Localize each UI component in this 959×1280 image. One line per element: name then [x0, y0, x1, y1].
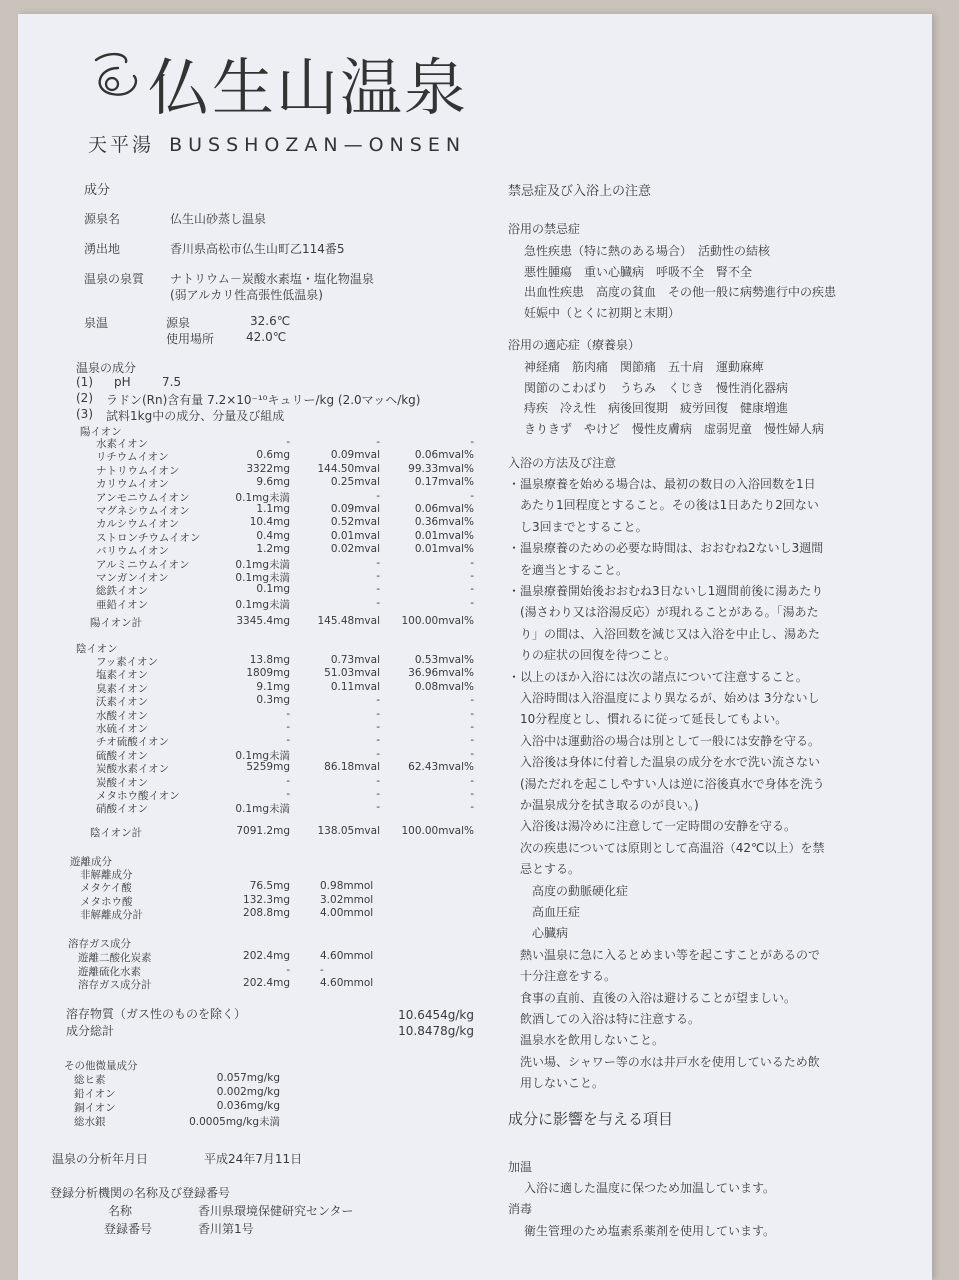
gas-total-mg: 202.4mg — [243, 977, 290, 989]
ion-mval-percent: - — [470, 774, 474, 787]
text-line: か温泉成分を拭き取るのが良い。) — [508, 798, 699, 812]
ion-mg: 1.2mg — [256, 543, 290, 556]
registry-name-label: 名称 — [108, 1204, 133, 1218]
ion-name: バリウムイオン — [96, 545, 169, 558]
ion-mval-percent: 0.06mval% — [414, 503, 474, 515]
text-line: きりきず やけど 慢性皮膚病 虚弱児童 慢性婦人病 — [524, 421, 825, 436]
ion-mval-percent: - — [470, 489, 474, 502]
item2-num: (2) — [76, 391, 93, 405]
ion-name: 炭酸水素イオン — [96, 763, 170, 776]
ion-mg: - — [286, 721, 290, 733]
ion-name: 硫酸イオン — [96, 749, 149, 762]
ion-mval-percent: - — [470, 556, 474, 569]
ion-name: ストロンチウムイオン — [96, 531, 201, 544]
text-line: 関節のこわばり うちみ くじき 慢性消化器病 — [524, 380, 789, 395]
registry-num-label: 登録番号 — [104, 1222, 153, 1236]
ion-mval-percent: 0.17mval% — [414, 476, 474, 489]
ion-mval-percent: 0.01mval% — [414, 529, 474, 542]
text-line: 高血圧症 — [508, 905, 581, 919]
ion-mval-percent: - — [470, 734, 474, 747]
registry-title: 登録分析機関の名称及び登録番号 — [50, 1186, 231, 1200]
ion-mval: - — [376, 774, 380, 787]
components-section-title: 成分 — [84, 183, 111, 198]
ion-mval: 144.50mval — [317, 462, 380, 475]
total-label: 成分総計 — [66, 1024, 115, 1038]
trace-name: 銅イオン — [74, 1102, 116, 1114]
ion-mg: 9.1mg — [256, 680, 290, 693]
location-label: 湧出地 — [84, 242, 121, 256]
free-title: 遊離成分 — [70, 856, 112, 868]
text-line: 高度の動脈硬化症 — [508, 883, 629, 898]
ion-mval: - — [376, 747, 380, 760]
ion-mval-percent: - — [470, 788, 474, 800]
component-mg: 202.4mg — [243, 950, 290, 962]
ion-name: 沃素イオン — [96, 696, 149, 709]
trace-name: 総水銀 — [74, 1116, 106, 1128]
ion-mval: - — [376, 694, 380, 707]
ion-mval: 0.01mval — [330, 529, 380, 542]
component-mmol: 4.60mmol — [320, 950, 374, 962]
ion-name: アンモニウムイオン — [96, 491, 190, 504]
source-name-label: 源泉名 — [84, 212, 121, 226]
ion-mg: 0.1mg未満 — [235, 558, 290, 571]
gas-title: 溶存ガス成分 — [68, 938, 131, 950]
affect-title: 成分に影響を与える項目 — [508, 1110, 674, 1128]
ion-mg: - — [286, 734, 290, 747]
free-subtitle: 非解離成分 — [80, 869, 133, 881]
ion-mval-percent: 0.53mval% — [414, 654, 474, 666]
gas-total-mmol: 4.60mmol — [320, 977, 374, 989]
heat-label: 加温 — [508, 1160, 533, 1174]
ion-name: マンガンイオン — [96, 572, 169, 584]
ion-mval: - — [376, 583, 380, 596]
text-line: 温泉水を飲用しないこと。 — [508, 1033, 665, 1048]
text-line: 入浴後は身体に付着した温泉の成分を水で洗い流さない — [508, 755, 821, 770]
ion-mval-percent: 0.06mval% — [414, 449, 474, 462]
ion-mval-percent: - — [470, 801, 474, 814]
text-line: 入浴後は湯冷めに注意して一定時間の安静を守る。 — [508, 819, 797, 834]
ion-mg: 10.4mg — [249, 516, 290, 529]
anion-total-mg: 7091.2mg — [236, 825, 290, 837]
ion-name: 炭酸イオン — [96, 776, 149, 789]
quality-value: ナトリウム－炭酸水素塩・塩化物温泉 — [170, 272, 374, 286]
precautions-title: 禁忌症及び入浴上の注意 — [508, 184, 652, 199]
component-mmol: 4.00mmol — [320, 907, 374, 919]
component-name: メタケイ酸 — [80, 882, 132, 894]
component-name: 非解離成分計 — [80, 909, 143, 921]
text-line: 10分程度とし、慣れるに従って延長してもよい。 — [508, 712, 788, 727]
temp-source-value: 32.6℃ — [250, 314, 291, 328]
component-mg: 76.5mg — [249, 880, 290, 892]
ion-mval-percent: - — [470, 596, 474, 609]
component-mmol: 0.98mmol — [320, 880, 374, 892]
item2-text: ラドン(Rn)含有量 7.2×10⁻¹⁰キュリー/kg (2.0マッヘ/kg) — [106, 393, 421, 407]
ion-mg: 3322mg — [246, 462, 290, 475]
text-line: 急性疾患（特に熱のある場合） 活動性の結核 — [524, 244, 771, 258]
ion-name: 臭素イオン — [96, 682, 149, 695]
temp-use-value: 42.0℃ — [246, 330, 287, 344]
trace-value: 0.057mg/kg — [216, 1072, 280, 1084]
trace-value: 0.002mg/kg — [216, 1086, 280, 1098]
text-line: 入浴時間は入浴温度により異なるが、始めは 3分ないし — [508, 691, 820, 705]
ion-mval-percent: - — [470, 570, 474, 582]
ion-name: 亜鉛イオン — [96, 598, 149, 611]
component-mmol: 3.02mmol — [320, 893, 374, 906]
heat-text: 入浴に適した温度に保つため加温しています。 — [524, 1181, 776, 1195]
anion-total-name: 陰イオン計 — [90, 827, 143, 839]
ion-mval-percent: 99.33mval% — [408, 462, 474, 475]
method-title: 入浴の方法及び注意 — [508, 456, 617, 470]
ion-mg: 0.1mg — [256, 583, 290, 596]
ion-mval-percent: - — [470, 721, 474, 733]
ion-mval: 0.09mval — [330, 503, 380, 515]
ion-mg: 0.1mg未満 — [235, 491, 290, 504]
ion-mval: 0.73mval — [330, 654, 380, 666]
ion-mval-percent: 0.08mval% — [414, 680, 474, 693]
ion-mval: - — [376, 734, 380, 747]
ion-mval: - — [376, 788, 380, 800]
ion-mg: 0.3mg — [256, 694, 290, 707]
ion-mval-percent: 0.36mval% — [414, 516, 474, 529]
ion-name: マグネシウムイオン — [96, 505, 190, 517]
text-line: (湯さわり又は浴湯反応）が現れることがある。「湯あた — [508, 605, 819, 620]
trace-title: その他微量成分 — [64, 1060, 138, 1072]
source-name-value: 仏生山砂蒸し温泉 — [170, 212, 267, 226]
ion-mg: 0.6mg — [256, 449, 290, 462]
ion-name: 水酸イオン — [96, 709, 149, 722]
trace-value: 0.036mg/kg — [216, 1100, 280, 1112]
indic-title: 浴用の適応症（療養泉） — [508, 338, 641, 352]
item1-value: 7.5 — [162, 375, 182, 389]
cation-title: 陽イオン — [80, 426, 122, 438]
ion-mval: - — [376, 556, 380, 569]
brand-sub-jp: 天平湯 — [88, 134, 155, 156]
ion-name: カルシウムイオン — [96, 518, 180, 531]
ion-name: 総鉄イオン — [96, 585, 149, 598]
ion-mval: 0.52mval — [330, 516, 380, 529]
text-line: りの症状の回復を待つこと。 — [508, 648, 677, 663]
component-mmol: - — [320, 963, 324, 976]
text-line: 熱い温泉に急に入るとめまい等を起こすことがあるので — [508, 947, 821, 962]
temp-use-label: 使用場所 — [166, 332, 215, 346]
ion-mval: 0.09mval — [330, 449, 380, 462]
component-mg: 208.8mg — [243, 907, 290, 919]
text-line: 用しないこと。 — [508, 1076, 605, 1091]
text-line: 悪性腫瘍 重い心臓病 呼吸不全 腎不全 — [524, 264, 753, 279]
text-line: 忌とする。 — [508, 862, 581, 877]
ion-name: チオ硫酸イオン — [96, 736, 169, 749]
ion-mg: - — [286, 788, 290, 800]
text-line: 洗い場、シャワー等の水は井戸水を使用しているため飲 — [508, 1054, 820, 1069]
ion-mval: - — [376, 707, 380, 720]
ion-mg: 0.1mg未満 — [235, 572, 290, 584]
text-line: ・温泉療養を始める場合は、最初の数日の入浴回数を1日 — [508, 477, 816, 491]
ion-name: メタホウ酸イオン — [96, 790, 180, 802]
text-line: 次の疾患については原則として高温浴（42℃以上）を禁 — [508, 840, 825, 855]
ion-mval-percent: - — [470, 694, 474, 707]
text-line: 飲酒しての入浴は特に注意する。 — [508, 1012, 701, 1026]
ion-mg: 1809mg — [246, 667, 290, 680]
cation-total-pct: 100.00mval% — [401, 615, 474, 627]
text-line: ・温泉療養開始後おおむね3日ないし1週間前後に湯あたり — [508, 584, 824, 598]
ion-mval: 0.11mval — [330, 680, 380, 693]
dissolved-label: 溶存物質（ガス性のものを除く） — [66, 1007, 247, 1021]
text-line: 出血性疾患 高度の貧血 その他一般に病勢進行中の疾患 — [524, 285, 837, 299]
ion-mg: 0.4mg — [256, 529, 290, 542]
component-name: メタホウ酸 — [80, 895, 133, 908]
ion-mval-percent: - — [470, 436, 474, 448]
text-line: を適当とすること。 — [508, 562, 629, 577]
dissolved-value: 10.6454g/kg — [398, 1008, 474, 1022]
ion-mg: - — [286, 774, 290, 787]
brand-sub-en: BUSSHOZAN—ONSEN — [169, 134, 467, 156]
analysis-date-value: 平成24年7月11日 — [204, 1152, 303, 1166]
ion-mval: 0.02mval — [330, 543, 380, 556]
ion-mval: - — [376, 721, 380, 733]
text-line: (湯ただれを起こしやすい人は逆に浴後真水で身体を洗う — [508, 776, 825, 791]
text-line: 痔疾 冷え性 病後回復期 疲労回復 健康増進 — [524, 401, 789, 415]
ion-mg: - — [286, 436, 290, 448]
gas-total-name: 溶存ガス成分計 — [78, 979, 152, 991]
components-title: 温泉の成分 — [76, 361, 137, 375]
registry-name-value: 香川県環境保健研究センター — [198, 1204, 354, 1218]
component-mg: - — [286, 963, 290, 976]
ion-mval: 86.18mval — [324, 761, 380, 774]
cation-total-mval: 145.48mval — [317, 615, 380, 627]
ion-name: 水素イオン — [96, 438, 149, 450]
ion-mg: 5259mg — [246, 761, 290, 774]
text-line: し3回までとすること。 — [508, 519, 648, 534]
location-value: 香川県高松市仏生山町乙114番5 — [170, 242, 345, 256]
ion-mval: 0.25mval — [330, 476, 380, 489]
item3-text: 試料1kg中の成分、分量及び組成 — [106, 409, 285, 423]
registry-num-value: 香川第1号 — [198, 1222, 254, 1236]
text-line: り」の間は、入浴回数を減じ又は入浴を中止し、湯あた — [508, 626, 821, 641]
temp-label: 泉温 — [84, 316, 109, 330]
ion-name: アルミニウムイオン — [96, 558, 190, 571]
analysis-sheet — [18, 14, 932, 1280]
ion-name: カリウムイオン — [96, 478, 169, 491]
text-line: 食事の直前、直後の入浴は避けることが望ましい。 — [508, 990, 797, 1005]
trace-name: 総ヒ素 — [74, 1074, 106, 1086]
item3-num: (3) — [76, 407, 93, 421]
text-line: 心臓病 — [508, 926, 569, 941]
disinfect-label: 消毒 — [508, 1202, 533, 1216]
text-line: 妊娠中（とくに初期と末期） — [524, 305, 681, 320]
ion-mg: 0.1mg未満 — [235, 803, 290, 816]
cation-total-name: 陽イオン計 — [90, 617, 143, 629]
ion-mval: - — [376, 801, 380, 814]
ion-mg: - — [286, 707, 290, 720]
ion-name: 塩素イオン — [96, 669, 149, 682]
ion-name: 水硫イオン — [96, 723, 149, 735]
ion-name: フッ素イオン — [96, 656, 158, 668]
text-line: 入浴中は運動浴の場合は別として一般には安静を守る。 — [508, 733, 821, 748]
total-value: 10.8478g/kg — [398, 1024, 474, 1038]
ion-mval-percent: 36.96mval% — [408, 667, 474, 680]
anion-title: 陰イオン — [76, 643, 118, 655]
ion-mg: 0.1mg未満 — [235, 749, 290, 762]
ion-mval-percent: - — [470, 747, 474, 760]
item1-text: pH — [114, 375, 131, 389]
component-name: 遊離二酸化炭素 — [78, 952, 152, 964]
ion-mg: 13.8mg — [249, 654, 290, 666]
trace-name: 鉛イオン — [74, 1088, 116, 1100]
component-name: 遊離硫化水素 — [78, 965, 141, 978]
analysis-date-label: 温泉の分析年月日 — [52, 1152, 149, 1166]
ion-mval: - — [376, 570, 380, 582]
anion-total-pct: 100.00mval% — [401, 825, 474, 837]
anion-total-mval: 138.05mval — [317, 825, 380, 837]
ion-mg: 9.6mg — [256, 476, 290, 489]
text-line: ・温泉療養のための必要な時間は、おおむね2ないし3週間 — [508, 541, 824, 556]
ion-mval: - — [376, 596, 380, 609]
spiral-logo-icon — [88, 46, 144, 102]
ion-mval: 51.03mval — [324, 667, 380, 680]
ion-mg: 1.1mg — [256, 503, 290, 515]
item1-num: (1) — [76, 375, 93, 389]
disinfect-text: 衛生管理のため塩素系薬剤を使用しています。 — [524, 1224, 776, 1238]
ion-mval-percent: - — [470, 707, 474, 720]
text-line: 神経痛 筋肉痛 関節痛 五十肩 運動麻痺 — [524, 360, 765, 374]
cation-total-mg: 3345.4mg — [236, 615, 290, 627]
brand-subtitle — [88, 130, 466, 157]
ion-name: ナトリウムイオン — [96, 464, 180, 477]
temp-source-label: 源泉 — [166, 316, 191, 330]
text-line: ・以上のほか入浴には次の諸点について注意すること。 — [508, 669, 808, 684]
ion-mval-percent: - — [470, 583, 474, 596]
contra-title: 浴用の禁忌症 — [508, 222, 581, 236]
ion-name: 硝酸イオン — [96, 803, 149, 816]
component-mg: 132.3mg — [243, 893, 290, 906]
ion-mval-percent: 0.01mval% — [414, 543, 474, 556]
ion-mval-percent: 62.43mval% — [408, 761, 474, 774]
ion-mval: - — [376, 436, 380, 448]
text-line: 十分注意をする。 — [508, 969, 617, 984]
text-line: あたり1回程度とすること。その後は1日あたり2回ない — [508, 498, 819, 513]
ion-mval: - — [376, 489, 380, 502]
quality-label: 温泉の泉質 — [84, 272, 145, 286]
brand-title: 仏生山温泉 — [148, 51, 469, 124]
quality-value-note: (弱アルカリ性高張性低温泉) — [170, 288, 323, 302]
trace-value: 0.0005mg/kg未満 — [189, 1116, 280, 1128]
ion-name: リチウムイオン — [96, 451, 169, 464]
ion-mg: 0.1mg未満 — [235, 598, 290, 611]
